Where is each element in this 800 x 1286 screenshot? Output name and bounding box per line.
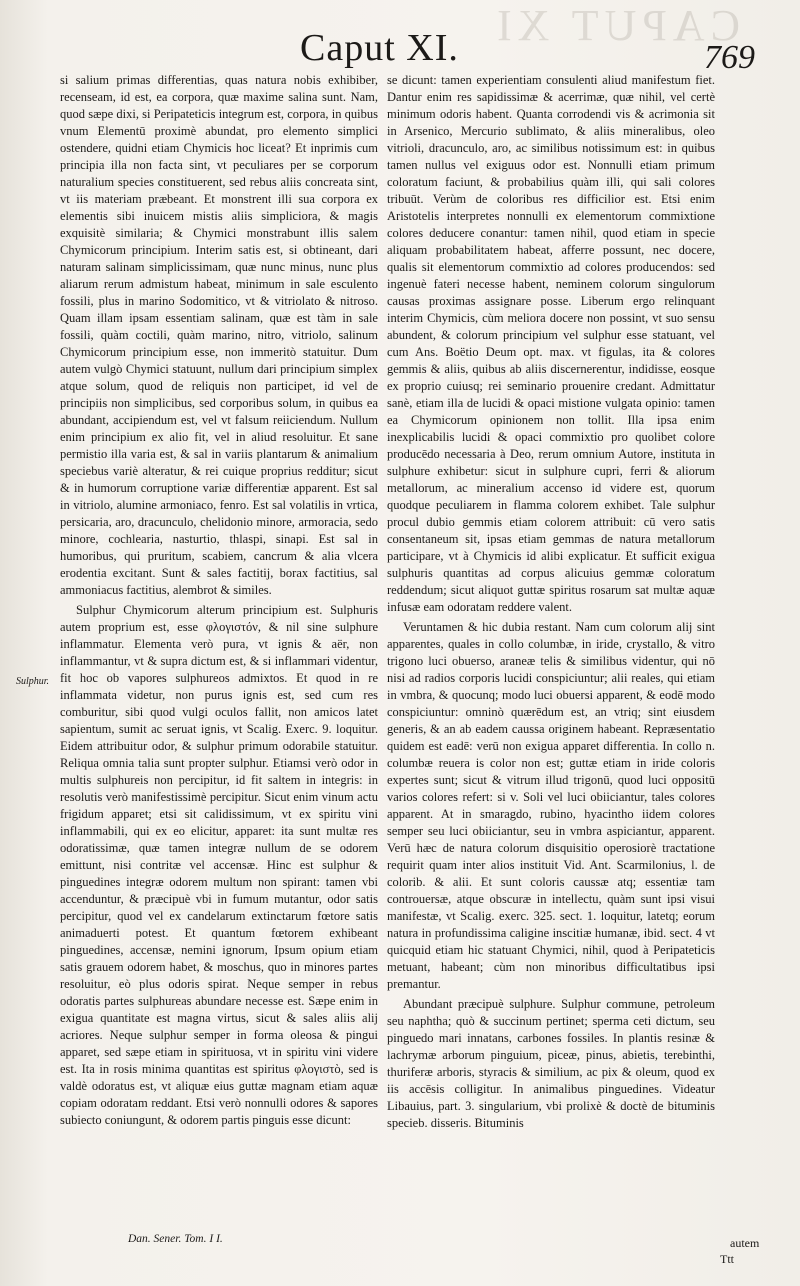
bleed-through-text: CAPUT XI <box>491 1 740 50</box>
right-paragraph-3: Abundant præcipuè sulphure. Sulphur commune, petroleum seu naphtha; quò & succinum pertinet; sperma ceti dictum, seu pinguedo mari innatans, carbones fossiles. In plantis resinæ & lachrymæ arborum pinguium, piceæ, pinus, abietis, terebinthi, thuriferæ arboris, styracis & similium, ac pix & oleum, quod ex iis accēsis colligitur. In animalibus pinguedines. Videatur Libauius, part. 3. singularium, vbi prolixè & doctè de bituminis specieb. disseris. Bituminis <box>387 997 715 1130</box>
left-paragraph-2: Sulphur Chymicorum alterum principium est. Sulphuris autem proprium est, esse φλογιστόν, & nil sine sulphure inflammatur. Elementa verò pura, vt ignis & aër, non inflammantur, vt & supra dictum est, & si inflammari videntur, fit hoc ob vapores sulphureos admixtos. Et quod in re inflammata videtur, non purus ignis est, sed cum res comburitur, sibi quod vulgi oculos fallit, non amicos latet sapientum, sumit ac seruat ignis, vt Scalig. Exerc. 9. loquitur. Eidem attribuitur odor, & sulphur primum odorabile statuitur. Reliqua omnia talia sunt propter sulphur. Etiamsi verò odor in multis sulphureis non percipitur, id fit saltem in integris: in resolutis verò manifestissimè percipitur. Sicut enim vinum actu frigidum apparet; etsi sit calidissimum, vt ex spiritu vini inflammabili, qui ex eo elicitur, apparet: ita sunt multæ res odoratissimæ, quæ tamen integræ nullum de se odorem emittunt, nisi contritæ vel accensæ. Hinc est sulphur & pinguedines integræ odorem multum non spirant: tamen vbi accenduntur, & præcipuè vbi in fumum mutantur, odor satis percipitur, quod vel ex candelarum extinctarum fœtore satis animaduerti potest. Et quantum fœtorem exhibeant pinguedines, accensæ, nemini ignorum, Ipsum opium etiam satis grauem odorem habet, & moschus, quo in minores partes resoluitur, eò plus odoris spirat. Neque semper in rebus odoratis partes sulphureas abundare necesse est. Sæpe enim in exigua quantitate est magna virtus, sicut & sales aliis alij acriores. Neque sulphur semper in forma oleosa & pingui apparet, sed sæpe etiam in spirituosa, vt in spiritu vini videre est. Ita in rosis minima quantitas est spiritus φλογιστὸ, sed is valdè odoratus est, vt aliquæ eius guttæ magnam etiam aquæ copiam odoratam reddant. Etsi verò nonnulli odores & sapores subiecto coniungunt, & odorem partis pinguis esse dicunt: <box>60 603 378 1127</box>
margin-note-sulphur: Sulphur. <box>16 676 50 687</box>
signature-line: Dan. Sener. Tom. I I. <box>128 1233 223 1245</box>
page-number: 769 <box>704 39 755 76</box>
right-column <box>387 72 715 1132</box>
right-paragraph-2: Veruntamen & hic dubia restant. Nam cum colorum alij sint apparentes, quales in collo columbæ, in iride, crystallo, & vitro trigono luci obuerso, araneæ telis & similibus videntur, qui nō nisi ad radios corporis lucidi conspiciuntur; alii reales, qui etiam in vmbra, & quocunq; modo luci obuersi apparent, & eodē modo conspiciuntur: omninò quærēdum est, an vtriq; sint eiusdem generis, & an ab eadem caussa originem habeant. Repræsentatio quidem est eadē: verū non exigua apparet differentia. In collo n. columbæ reuera is color non est; guttæ etiam in iride coloris expertes sunt; sicut & vitrum illud trigonū, quod luci oppositū varios colores refert: si v. Soli vel luci obiiciantur, tales colores apparent. At in smaragdo, rubino, hyacintho iidem colores semper seu luci obiiciantur, seu in vmbra aspiciantur, apparent. Verū hæc de natura colorum disquisitio operosiorè tractatione requirit quam inter alios instituit Vid. Ant. Scarmilonius, l. de colorib. & alii. Et sunt coloris caussæ atq; essentiæ tam controuersæ, atque obscuræ in intellectu, quàm sunt ipsi visui manifestæ, vt Scalig. exerc. 325. sect. 1. loquitur, latetq; eorum natura in profundissima caligine inscitiæ humanæ, ibid. sect. 4 vt quicquid etiam hic statuant Chymici, nihil, quod à Peripateticis metuant, habeant; cùm non minoribus difficultatibus ipsi premantur. <box>387 620 715 991</box>
left-paragraph-1: si salium primas differentias, quas natura nobis exhibiber, recenseam, id est, ea corpora, quæ maxime salina sunt. Nam, quod sæpe dixi, si Peripateticis integrum est, corpora, in quibus vnum Elementū proximè abundat, pro elemento simplici ostendere, quidni etiam Chymicis hoc liceat? Et inprimis cum principia illa non facta sint, vt peculiares per se corporum naturalium species constituerent, sed rebus aliis concreata sint, vt iis materiam præbeant. Et monstrent illi sua corpora ex elementis sibi inuicem mistis aliis simpliciora, & magis exquisitè similaria; & Chymici monstrabunt illis salem Chymicorum principium. Interim satis est, si obtineant, dari naturam salinam simplicissimam, quæ nunc minus, nunc plus aliarum rerum admistum habeat, minimum in sale esculento fossili, plus in marino Sodomitico, vt & vitriolato & nitroso. Quam illam ipsam essentiam salinam, quæ est tàm in sale fossili, quàm coctili, quàm marino, nitro, vitriolo, salinum Chymicorum principium esse, non immeritò statuitur. Dum autem vulgò Chymici statuunt, nullum dari principium simplex atque solum, quod de reliquis non participet, id vel de principiis non simplicibus, sed corporibus solum, in quibus ea abundant, accipiendum est, vel vt falsum reiiciendum. Nullum enim principium ex alio fit, vel in aliud resoluitur. Et sane permistio illa varia est, & sal in variis plantarum & animalium speciebus variè alteratur, & rei cuique proprius redditur; sicut & in humorum corruptione variæ differentiæ apparent. Est sal in vitriolo, alumine armoniaco, fenro. Est sal volatilis in vrtica, persicaria, aro, dracunculo, chelidonio minore, armoracia, sedo minore, cochlearia, nasturtio, thlaspi, sinapi. Est sal in humoribus, qui pruritum, scabiem, cancrum & alia vlcera erodentia excitant. Sunt & sales factitij, borax factitius, sal ammoniacus factitius, alembrot & similes. <box>60 73 378 597</box>
chapter-heading: Caput XI. <box>300 27 459 69</box>
catchword: autem <box>730 1236 760 1250</box>
right-paragraph-1: se dicunt: tamen experientiam consulenti aliud manifestum fiet. Dantur enim res sapidissimæ & acerrimæ, quæ nihil, vel certè minimum odoris habent. Quanta corrodendi vis & acrimonia sit in Arsenico, Mercurio sublimato, & aliis mineralibus, oleo vitrioli, dracunculo, aro, ac similibus notissimum est: in quibus tamen nullus vel exiguus odor est. Nonnulli etiam primum coloratum faciunt, & probabilius quàm illi, qui sali colores tribuūt. Verùm de coloribus res difficilior est. Etsi enim Aristotelis interpretes nonnulli ex elementorum commixtione colores deducere conantur: tamen nihil, quod etiam in specie aliquam probabilitatem habeat, afferre possunt, nec docere, qualis sit elementorum commixtio ad colores producendos: sed ingenuè fateri necesse habent, neminem colorum singulorum causas proximas assignare posse. Liberum ergo relinquant interim Chymicis, cùm meliora docere non possint, vt suo sensu abundent, & colorum principium vel sulphur esse statuant, vel cum Ans. Boëtio Deum opt. max. vt figulas, ita & colores gemmis & aliis, quibus ab aliis discernerentur, indidisse, eosque ex proprio cuiusq; rei seminario prouenire credant. Admittatur sanè, etiam illa de lucidi & opaci mistione vulgata opinio: tamen ea Chymicorum opinionem non tollit. Illa ipsa enim inexplicabilis lucidi & opaci commixtio pro quolibet colore producēdo necessaria à Deo, rerum omnium Autore, instituta in sulphure exhibetur: sicut in sulphure cupri, ferri & aliorum metallorum, ac mineralium accenso id videre est, quorum quodque peculiarem in flamma colorem exhibet. Tale sulphur procul dubio gemmis etiam colorem attribuit: cū vero satis consentaneum sit, ipsas etiam gemmas de natura metallorum participare, vt à Chymicis id alibi explicatur. Et sufficit exigua sulphuris quantitas ad corpus alicuius gemmæ coloratum reddendum; sicut aliquot guttæ spiritus rosarum sat multæ aquæ infusæ eam odoratam reddere valent. <box>387 73 715 614</box>
left-column <box>60 72 378 1129</box>
signature-mark: Ttt <box>720 1252 734 1266</box>
